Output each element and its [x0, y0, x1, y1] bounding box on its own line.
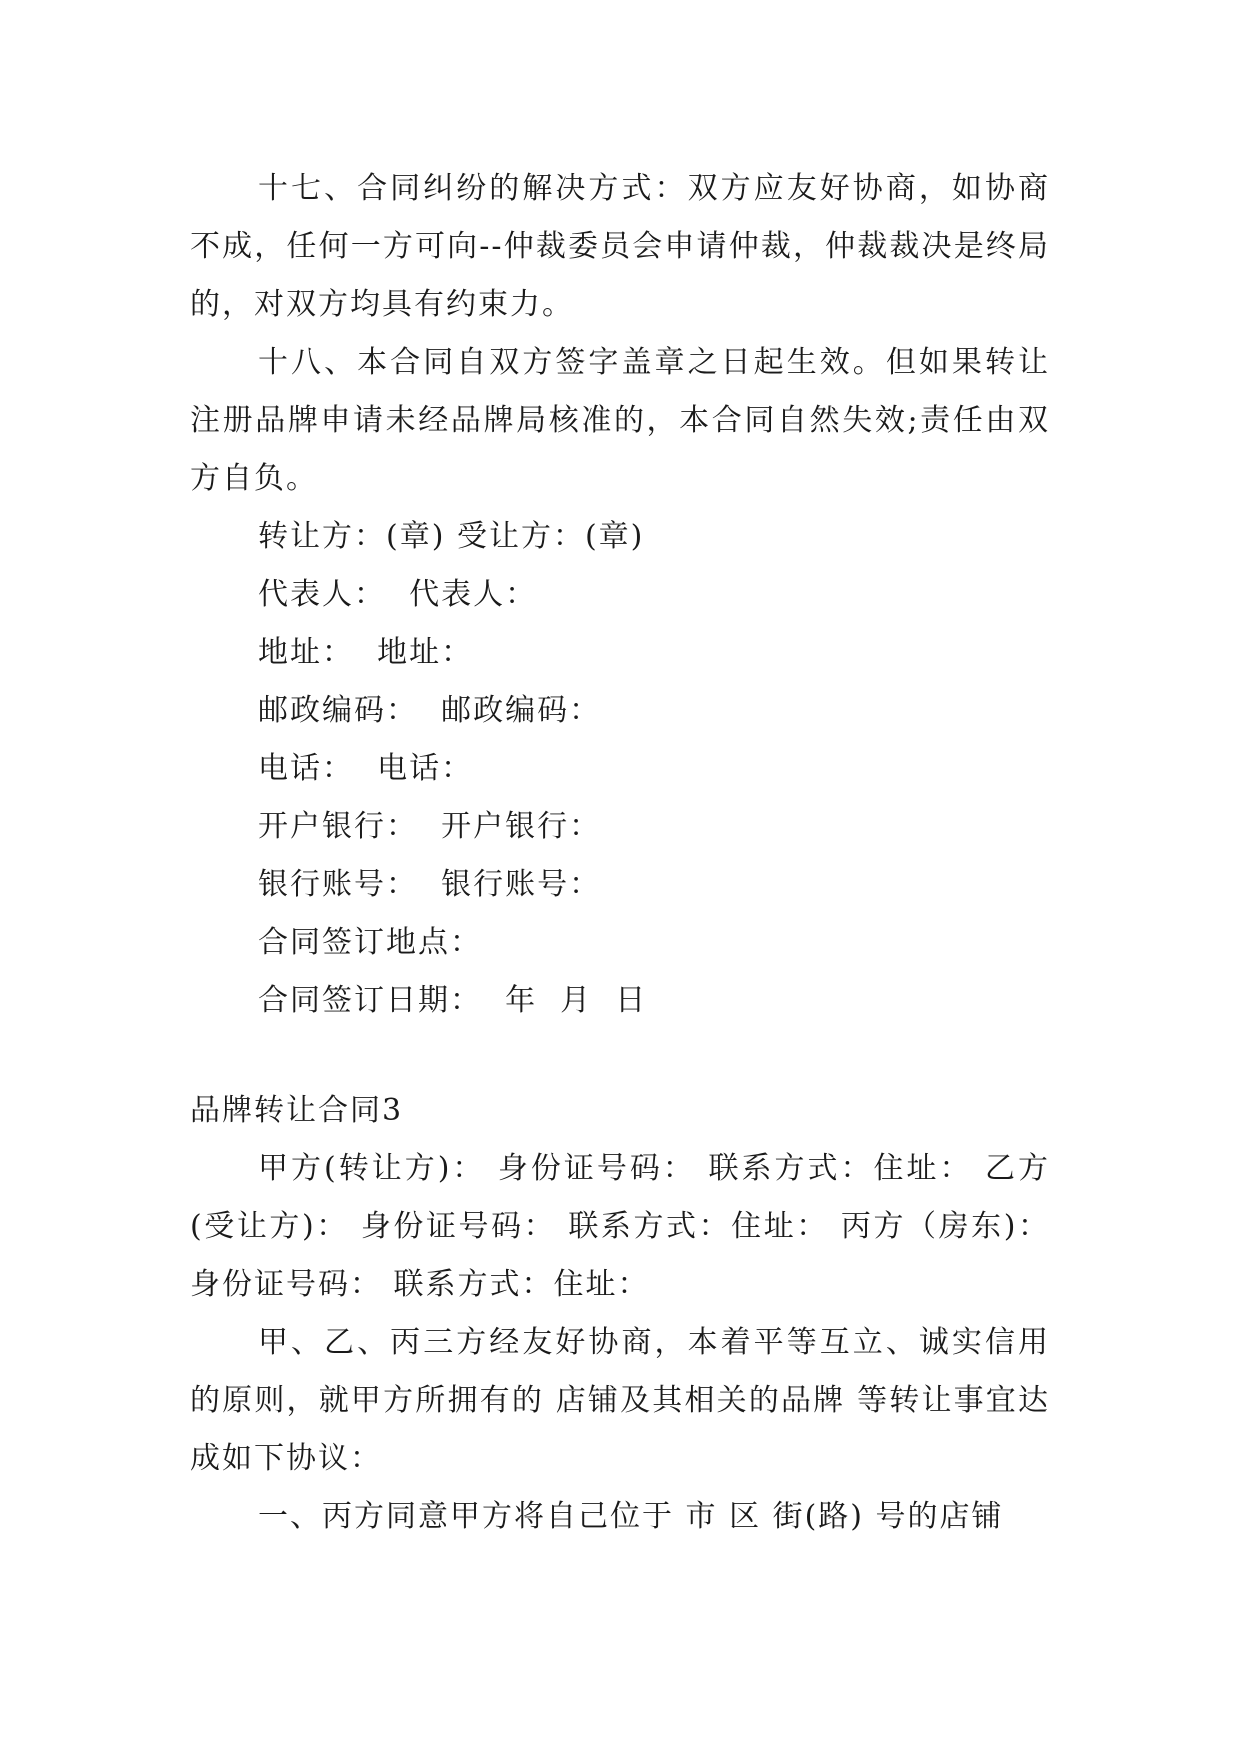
bank-line: 开户银行： 开户银行： [258, 809, 602, 844]
preamble-paragraph: 甲、乙、丙三方经友好协商，本着平等互立、诚实信用的原则，就甲方所拥有的 店铺及其相关的品牌 等转让事宜达成如下协议： [190, 1325, 1050, 1476]
parties-paragraph: 甲方(转让方)： 身份证号码： 联系方式：住址： 乙方(受让方)： 身份证号码： 联系方式：住址： 丙方（房东)： 身份证号码： 联系方式：住址： [190, 1151, 1050, 1302]
account-line: 银行账号： 银行账号： [258, 867, 602, 902]
section-18-paragraph: 十八、本合同自双方签字盖章之日起生效。但如果转让注册品牌申请未经品牌局核准的，本合同自然失效;责任由双方自负。 [190, 345, 1050, 496]
phone-line: 电话： 电话： [258, 751, 474, 786]
sign-date-line: 合同签订日期： 年 月 日 [258, 983, 648, 1018]
contract-3-title: 品牌转让合同3 [190, 1093, 404, 1128]
clause-1-paragraph: 一、丙方同意甲方将自己位于 市 区 街(路) 号的店铺 [258, 1499, 1004, 1534]
postcode-line: 邮政编码： 邮政编码： [258, 693, 602, 728]
representative-line: 代表人： 代表人： [258, 577, 538, 612]
sign-place-line: 合同签订地点： [258, 925, 482, 960]
seal-line: 转让方：(章) 受让方：(章) [258, 519, 645, 554]
signature-block [190, 508, 1050, 1030]
address-line: 地址： 地址： [258, 635, 474, 670]
document-page [190, 160, 1050, 1546]
section-17-paragraph: 十七、合同纠纷的解决方式：双方应友好协商，如协商不成，任何一方可向--仲裁委员会申请仲裁，仲裁裁决是终局的，对双方均具有约束力。 [190, 171, 1050, 322]
